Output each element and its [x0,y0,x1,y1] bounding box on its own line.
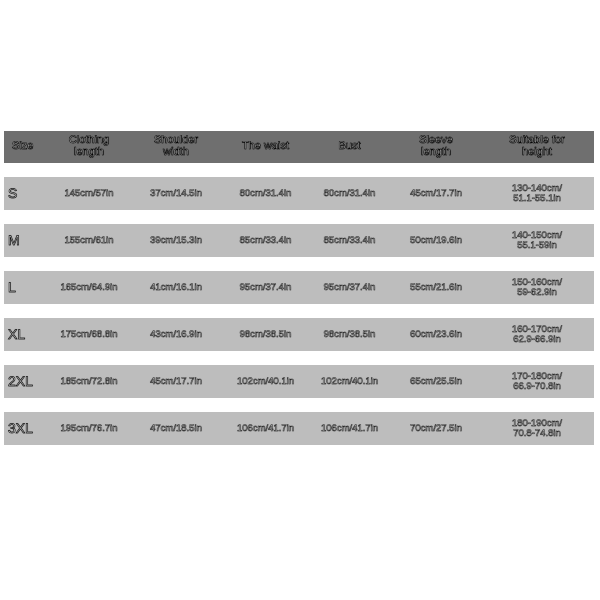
table-row [4,365,594,398]
header-shoulder-width: Shoulder width [153,135,199,158]
waist-value: 98cm/38.5in [239,329,292,340]
sleeve-length-value: 65cm/25.5in [410,376,462,387]
clothing-length-value: 165cm/64.9in [60,282,118,293]
suitable-height-value: 180-190cm/ 70.8-74.8in [511,418,563,439]
sleeve-length-value: 70cm/27.5in [410,423,462,434]
shoulder-width-value: 41cm/16.1in [150,282,202,293]
size-label: L [8,280,16,295]
shoulder-width-value: 37cm/14.5in [150,188,202,199]
size-label: S [8,186,18,201]
suitable-height-value: 170-180cm/ 66.9-70.8in [511,371,563,392]
bust-value: 106cm/41.7in [320,423,379,434]
header-bust: Bust [338,141,361,153]
waist-value: 95cm/37.4in [239,282,292,293]
shoulder-width-value: 43cm/16.9in [150,329,202,340]
header-sleeve-length: Sleeve length [419,135,453,158]
waist-value: 85cm/33.4in [239,235,292,246]
shoulder-width-value: 47cm/18.5in [150,423,202,434]
size-label: 3XL [8,421,33,436]
suitable-height-value: 160-170cm/ 62.9-66.9in [511,324,563,345]
clothing-length-value: 195cm/76.7in [60,423,118,434]
size-label: XL [8,327,26,342]
suitable-height-value: 130-140cm/ 51.1-55.1in [511,183,563,204]
header-waist: The waist [241,141,290,153]
clothing-length-value: 145cm/57in [64,188,114,199]
size-chart-table [4,131,594,459]
clothing-length-value: 185cm/72.8in [60,376,118,387]
suitable-height-value: 150-160cm/ 59-62.9in [511,277,563,298]
bust-value: 102cm/40.1in [320,376,379,387]
sleeve-length-value: 60cm/23.6in [410,329,462,340]
clothing-length-value: 175cm/68.8in [60,329,118,340]
table-row [4,318,594,351]
header-clothing-length: Clothing length [68,135,110,158]
table-row [4,271,594,304]
bust-value: 95cm/37.4in [323,282,376,293]
table-row [4,177,594,210]
bust-value: 80cm/31.4in [323,188,376,199]
shoulder-width-value: 39cm/15.3in [150,235,202,246]
waist-value: 80cm/31.4in [239,188,292,199]
table-row [4,224,594,257]
header-size: Size [12,141,34,153]
size-label: M [8,233,20,248]
waist-value: 106cm/41.7in [236,423,295,434]
header-suitable-height: Suitable for height [509,135,565,158]
size-label: 2XL [8,374,33,389]
sleeve-length-value: 45cm/17.7in [410,188,462,199]
table-header-row [4,131,594,163]
clothing-length-value: 155cm/61in [64,235,114,246]
bust-value: 85cm/33.4in [323,235,376,246]
waist-value: 102cm/40.1in [236,376,295,387]
sleeve-length-value: 50cm/19.6in [410,235,462,246]
table-row [4,412,594,445]
suitable-height-value: 140-150cm/ 55.1-59in [511,230,563,251]
shoulder-width-value: 45cm/17.7in [150,376,202,387]
sleeve-length-value: 55cm/21.6in [410,282,462,293]
bust-value: 98cm/38.5in [323,329,376,340]
